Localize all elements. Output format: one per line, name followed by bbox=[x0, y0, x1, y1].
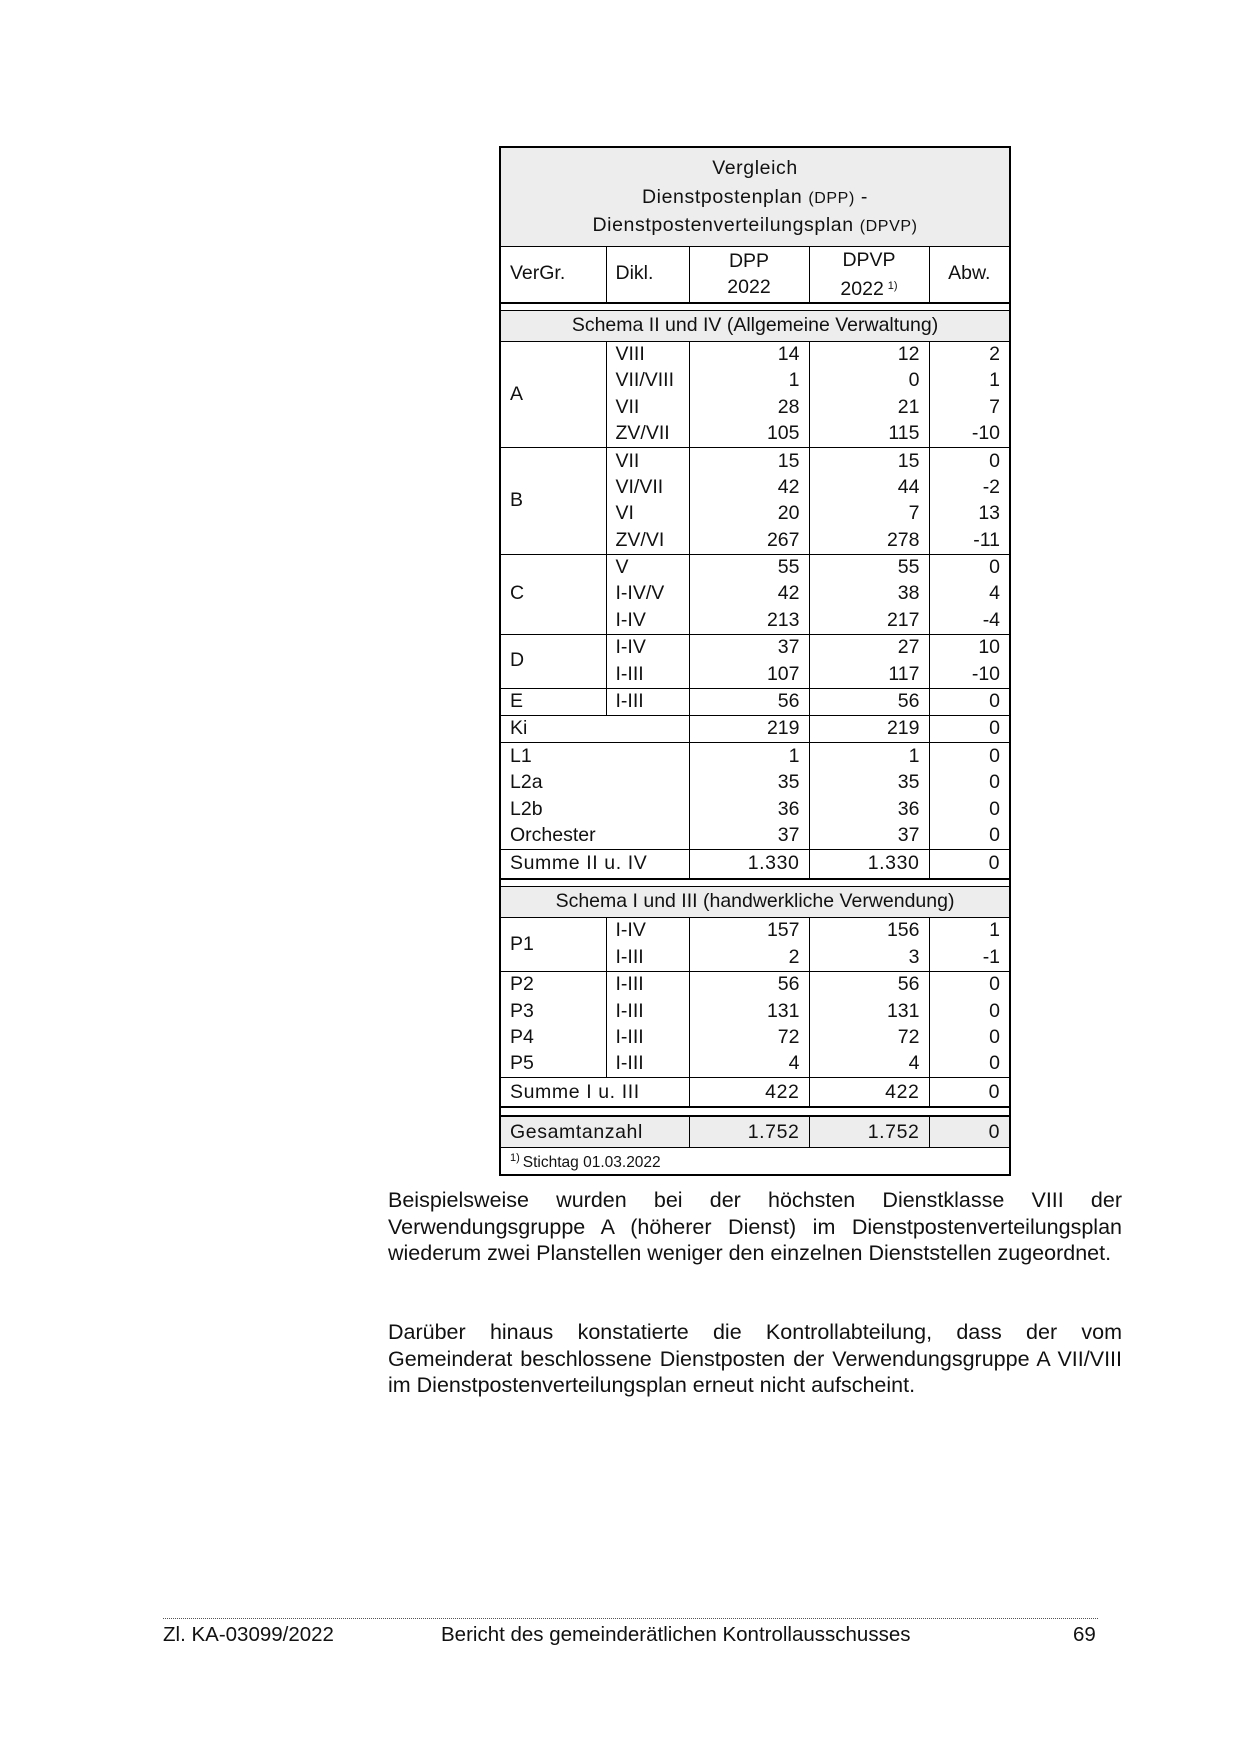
table-row: VI 20 7 13 bbox=[500, 501, 1010, 527]
table-row: P2 I-III 56 56 0 bbox=[500, 971, 1010, 998]
table-row: I-III 2 3 -1 bbox=[500, 944, 1010, 971]
subtotal-row: Summe II u. IV 1.330 1.330 0 bbox=[500, 849, 1010, 879]
table-row: C V 55 55 0 bbox=[500, 554, 1010, 581]
header-dikl: Dikl. bbox=[606, 246, 689, 303]
header-dpp: DPP 2022 bbox=[689, 246, 809, 303]
group-label: B bbox=[500, 448, 606, 555]
table-row: VI/VII 42 44 -2 bbox=[500, 474, 1010, 500]
table-row: P4 I-III 72 72 0 bbox=[500, 1024, 1010, 1050]
section-heading: Schema II und IV (Allgemeine Verwaltung) bbox=[500, 310, 1010, 341]
group-label: C bbox=[500, 554, 606, 634]
table-row: A VIII 14 12 2 bbox=[500, 341, 1010, 368]
page-number: 69 bbox=[1073, 1623, 1096, 1646]
group-label: D bbox=[500, 634, 606, 688]
group-label: A bbox=[510, 382, 524, 405]
footer-title: Bericht des gemeinderätlichen Kontrollausschusses bbox=[441, 1623, 911, 1646]
table-row: Orchester 37 37 0 bbox=[500, 823, 1010, 850]
table-row: D I-IV 37 27 10 bbox=[500, 634, 1010, 661]
subtotal-label: Summe II u. IV bbox=[500, 849, 689, 879]
table-row: B VII 15 15 0 bbox=[500, 448, 1010, 475]
group-label: P4 bbox=[510, 1025, 534, 1048]
header-abw: Abw. bbox=[929, 246, 1010, 303]
header-dpvp: DPVP 2022 $^{1)}$ bbox=[809, 246, 929, 303]
section-heading: Schema I und III (handwerkliche Verwendung) bbox=[500, 886, 1010, 917]
footnote-row bbox=[500, 1148, 1010, 1176]
table-row: L2a 35 35 0 bbox=[500, 770, 1010, 796]
table-row: I-IV/V 42 38 4 bbox=[500, 581, 1010, 607]
group-label: L2b bbox=[510, 797, 543, 820]
table-row: VII 28 21 7 bbox=[500, 394, 1010, 420]
table-title bbox=[500, 147, 1010, 246]
table-row: P3 I-III 131 131 0 bbox=[500, 998, 1010, 1024]
group-label: P1 bbox=[510, 932, 534, 955]
header-vergr: VerGr. bbox=[500, 246, 606, 303]
table-row: L1 1 1 0 bbox=[500, 743, 1010, 770]
group-label: L2a bbox=[510, 771, 543, 794]
table-row: ZV/VI 267 278 -11 bbox=[500, 527, 1010, 554]
comparison-table bbox=[499, 146, 1011, 1176]
body-paragraph-1: Beispielsweise wurden bei der höchsten Dienstklasse VIII der Verwendungsgruppe A (höherer Dienst) im Dienstpostenverteilungsplan wiederum zwei Planstellen weniger den einzelnen Dienststellen zugeordnet. bbox=[388, 1188, 1122, 1265]
title-line-3: Dienstpostenverteilungsplan (DPVP) bbox=[592, 214, 918, 236]
table-row: P1 I-IV 157 156 1 bbox=[500, 917, 1010, 944]
group-label: Ki bbox=[500, 715, 606, 742]
subtotal-label: Summe I u. III bbox=[500, 1078, 689, 1108]
title-line-2: Dienstpostenplan (DPP) - bbox=[642, 185, 869, 208]
footnote: $^{1)}$ Stichtag 01.03.2022 bbox=[510, 1151, 661, 1171]
footer-divider bbox=[163, 1618, 1098, 1619]
total-row: Gesamtanzahl 1.752 1.752 0 bbox=[500, 1116, 1010, 1148]
footnote-ref: 1) bbox=[887, 279, 898, 292]
group-label: Orchester bbox=[510, 823, 596, 846]
group-label: E bbox=[500, 688, 606, 715]
table-row: L2b 36 36 0 bbox=[500, 796, 1010, 822]
table-row: ZV/VII 105 115 -10 bbox=[500, 421, 1010, 448]
group-label: P5 bbox=[510, 1052, 534, 1075]
body-paragraph-2: Darüber hinaus konstatierte die Kontrollabteilung, dass der vom Gemeinderat beschlossene Dienstposten der Verwendungsgruppe A VII/VIII im Dienstpostenverteilungsplan erneut nicht aufscheint. bbox=[388, 1320, 1122, 1397]
group-label: L1 bbox=[500, 743, 606, 770]
title-line-1: Vergleich bbox=[712, 157, 798, 179]
total-label: Gesamtanzahl bbox=[500, 1116, 689, 1148]
table-row: I-III 107 117 -10 bbox=[500, 661, 1010, 688]
footer-reference: Zl. KA-03099/2022 bbox=[163, 1623, 334, 1646]
table-row: VII/VIII 1 0 1 bbox=[500, 368, 1010, 394]
group-label: P3 bbox=[510, 999, 534, 1022]
header-row bbox=[500, 246, 1010, 303]
table-row: I-IV 213 217 -4 bbox=[500, 607, 1010, 634]
table-row: E I-III 56 56 0 bbox=[500, 688, 1010, 715]
table-row: P5 I-III 4 4 0 bbox=[500, 1051, 1010, 1078]
subtotal-row: Summe I u. III 422 422 0 bbox=[500, 1078, 1010, 1108]
group-label: P2 bbox=[500, 971, 606, 998]
table-row: Ki 219 219 0 bbox=[500, 715, 1010, 742]
